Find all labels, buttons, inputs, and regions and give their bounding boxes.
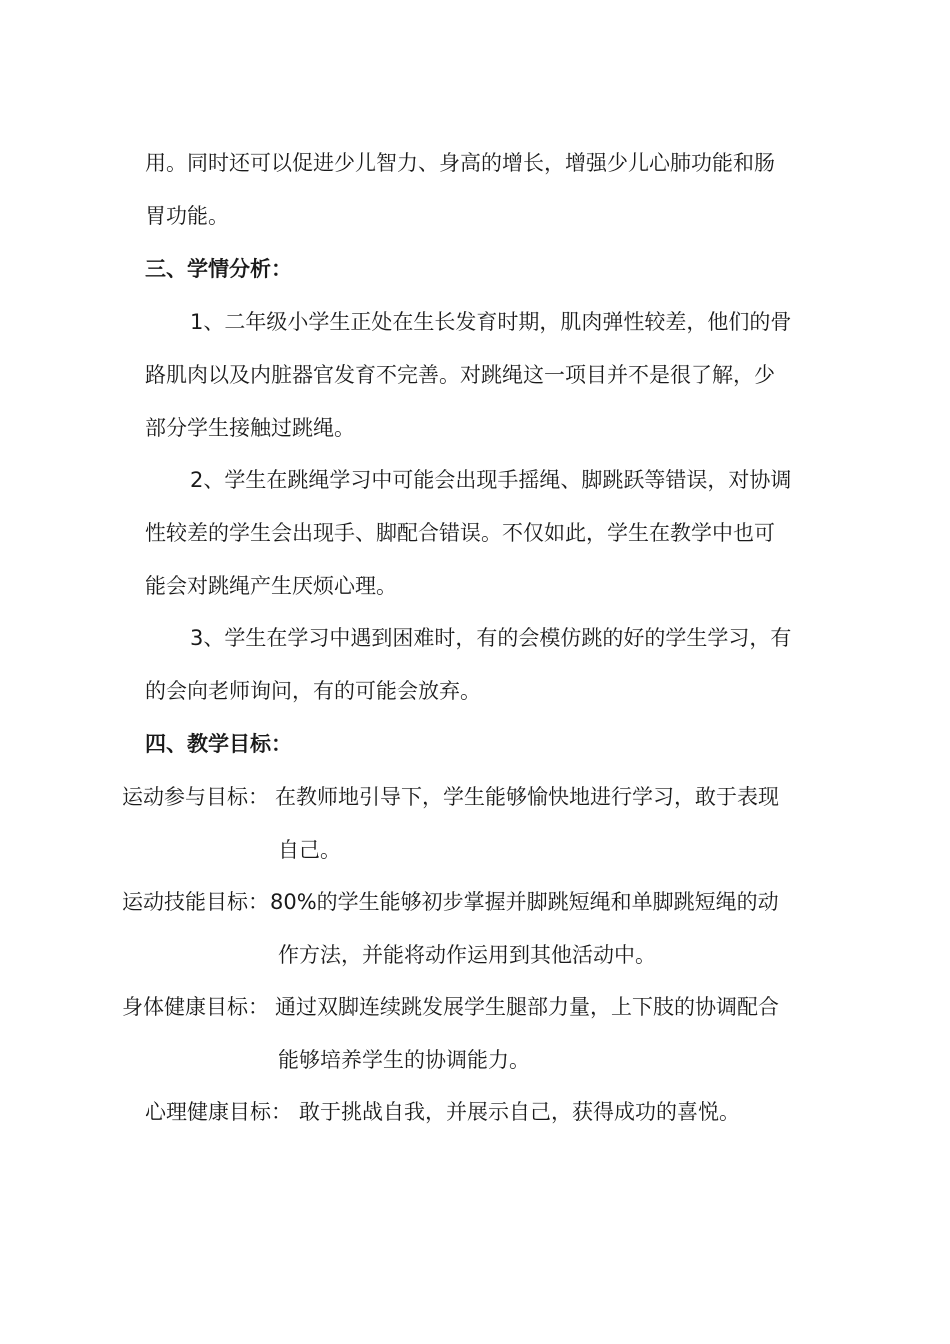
goal-label: 心理健康目标： [145, 1100, 292, 1124]
list-item-line: 的会向老师询问，有的可能会放弃。 [145, 679, 481, 703]
goal-text-line: 在教师地引导下，学生能够愉快地进行学习，敢于表现 [275, 785, 779, 809]
paragraph-line: 胃功能。 [145, 204, 229, 228]
goal-text-line: 80%的学生能够初步掌握并脚跳短绳和单脚跳短绳的动 [270, 890, 779, 914]
section-heading: 三、学情分析： [145, 257, 292, 281]
goal-text-line: 敢于挑战自我，并展示自己，获得成功的喜悦。 [299, 1100, 740, 1124]
list-item-line: 3、学生在学习中遇到困难时，有的会模仿跳的好的学生学习，有 [190, 626, 792, 650]
list-item-line: 能会对跳绳产生厌烦心理。 [145, 574, 397, 598]
list-item-line: 部分学生接触过跳绳。 [145, 416, 355, 440]
goal-text-line: 作方法，并能将动作运用到其他活动中。 [278, 943, 656, 967]
list-item-line: 路肌肉以及内脏器官发育不完善。对跳绳这一项目并不是很了解，少 [145, 363, 775, 387]
goal-label: 身体健康目标： [122, 995, 269, 1019]
section-heading: 四、教学目标： [145, 732, 292, 756]
list-item-line: 1、二年级小学生正处在生长发育时期，肌肉弹性较差，他们的骨 [190, 310, 792, 334]
goal-text-line: 能够培养学生的协调能力。 [278, 1048, 530, 1072]
paragraph-line: 用。同时还可以促进少儿智力、身高的增长，增强少儿心肺功能和肠 [145, 151, 775, 175]
goal-text-line: 自己。 [278, 838, 341, 862]
list-item-line: 2、学生在跳绳学习中可能会出现手摇绳、脚跳跃等错误，对协调 [190, 468, 792, 492]
list-item-line: 性较差的学生会出现手、脚配合错误。不仅如此，学生在教学中也可 [145, 521, 775, 545]
goal-text-line: 通过双脚连续跳发展学生腿部力量，上下肢的协调配合 [275, 995, 779, 1019]
goal-label: 运动技能目标： [122, 890, 269, 914]
goal-label: 运动参与目标： [122, 785, 269, 809]
